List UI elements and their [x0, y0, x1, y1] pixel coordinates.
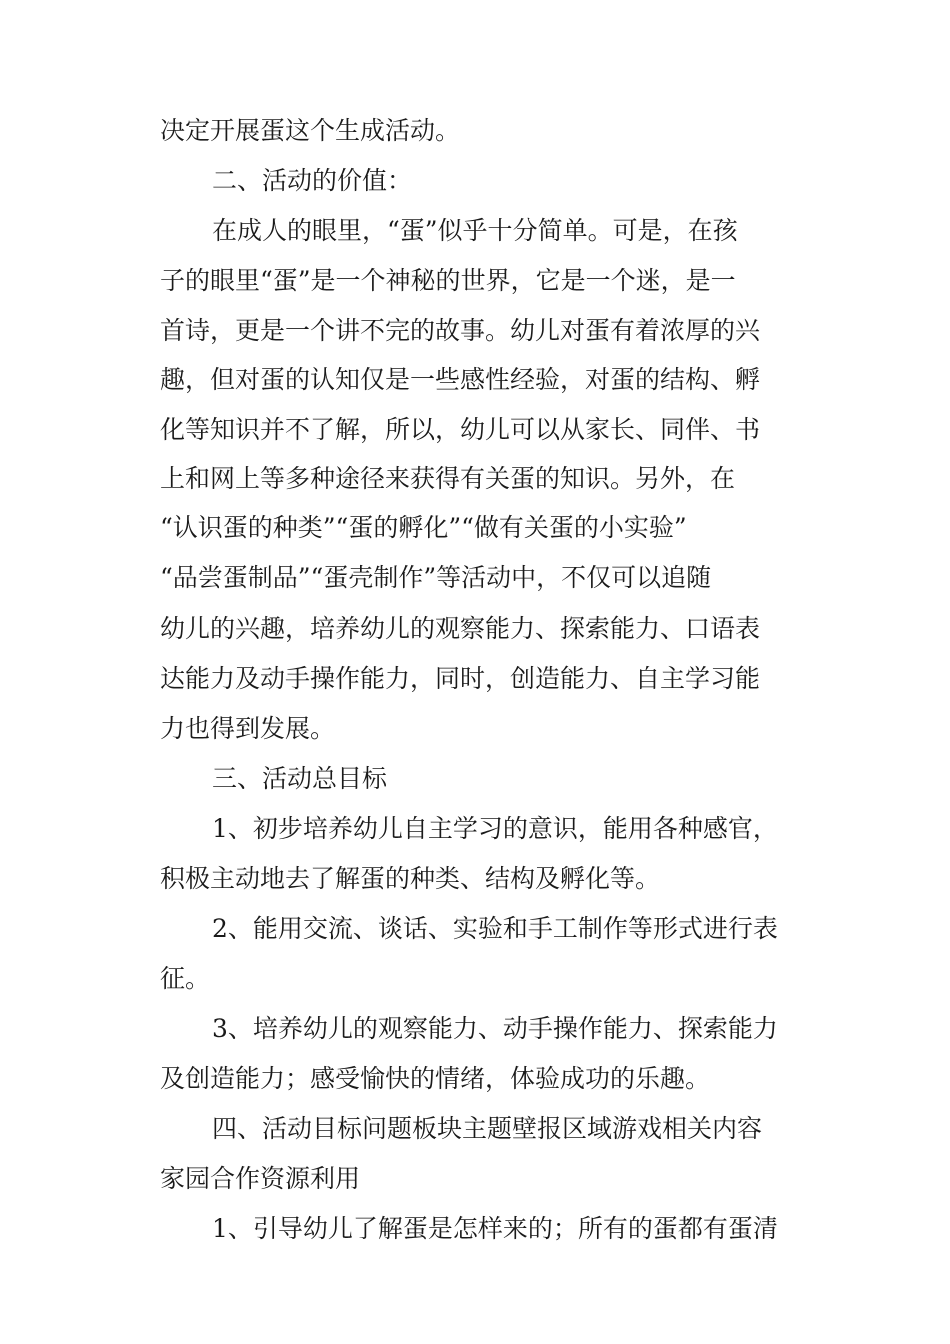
text-line: 在成人的眼里，“蛋”似乎十分简单。可是，在孩 [212, 216, 738, 245]
text-line: 征。 [160, 964, 211, 993]
text-line: “认识蛋的种类”“蛋的孵化”“做有关蛋的小实验” [160, 513, 687, 542]
text-line: 积极主动地去了解蛋的种类、结构及孵化等。 [160, 864, 661, 893]
text-line: 首诗，更是一个讲不完的故事。幼儿对蛋有着浓厚的兴 [160, 316, 761, 345]
text-line: 化等知识并不了解，所以，幼儿可以从家长、同伴、书 [160, 415, 761, 444]
section-heading: 二、活动的价值： [212, 166, 413, 195]
section-heading: 四、活动目标问题板块主题壁报区域游戏相关内容 [212, 1114, 763, 1143]
text-line: “品尝蛋制品”“蛋壳制作”等活动中，不仅可以追随 [160, 563, 712, 592]
text-line: 趣，但对蛋的认知仅是一些感性经验，对蛋的结构、孵 [160, 365, 761, 394]
text-line: 幼儿的兴趣，培养幼儿的观察能力、探索能力、口语表 [160, 614, 761, 643]
text-line: 上和网上等多种途径来获得有关蛋的知识。另外，在 [160, 464, 736, 493]
text-line: 2、能用交流、谈话、实验和手工制作等形式进行表 [212, 914, 778, 943]
text-line: 及创造能力；感受愉快的情绪，体验成功的乐趣。 [160, 1064, 711, 1093]
text-line: 1、引导幼儿了解蛋是怎样来的；所有的蛋都有蛋清 [212, 1214, 778, 1243]
text-line: 力也得到发展。 [160, 714, 336, 743]
text-line: 3、培养幼儿的观察能力、动手操作能力、探索能力 [212, 1014, 778, 1043]
text-line: 家园合作资源利用 [160, 1164, 361, 1193]
text-line: 达能力及动手操作能力，同时，创造能力、自主学习能 [160, 664, 761, 693]
text-line: 1、初步培养幼儿自主学习的意识，能用各种感官， [212, 814, 778, 843]
text-line: 子的眼里“蛋”是一个神秘的世界，它是一个迷，是一 [160, 266, 736, 295]
text-line: 决定开展蛋这个生成活动。 [160, 116, 461, 145]
section-heading: 三、活动总目标 [212, 764, 388, 793]
